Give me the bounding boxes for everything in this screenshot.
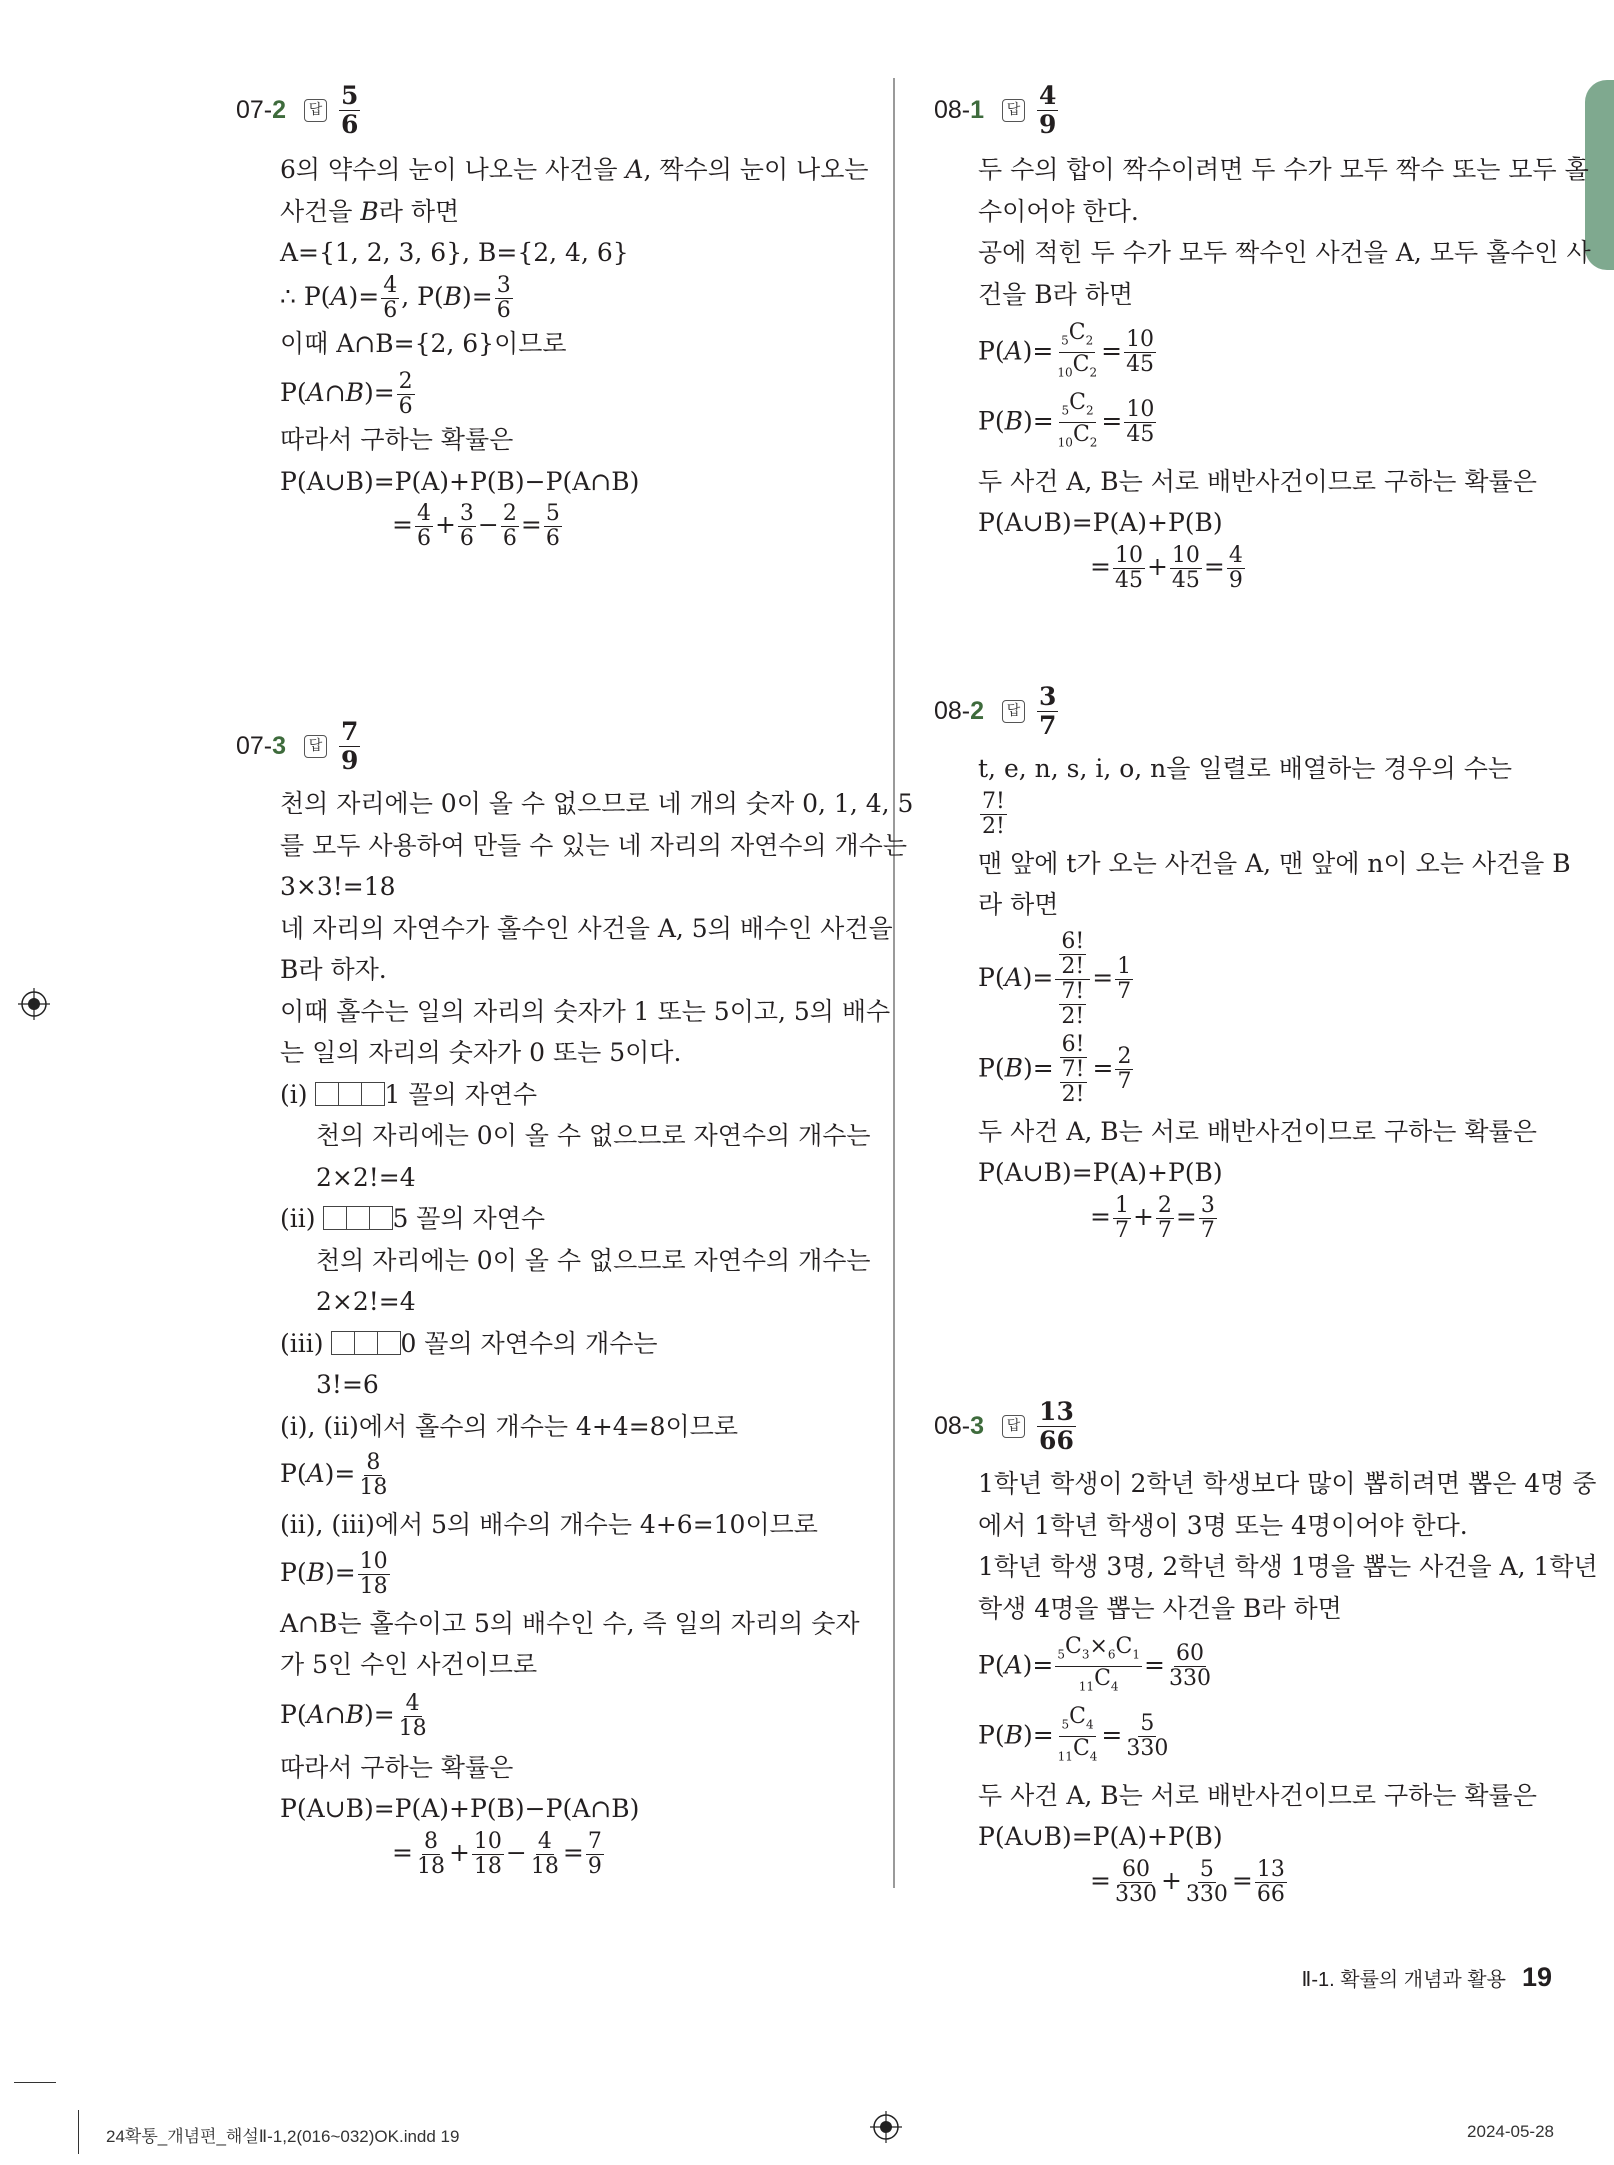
problem-07-2 [236, 82, 869, 551]
page-number: 19 [1521, 1962, 1552, 1992]
problem-id: 07-3 [236, 732, 287, 760]
problem-08-3 [934, 1398, 1598, 1907]
answer-icon: 답 [1002, 99, 1025, 122]
answer-fraction: $\frac{3}{7}$ [1039, 682, 1057, 740]
problem-08-2 [934, 683, 1571, 1243]
answer-icon: 답 [1002, 1415, 1025, 1438]
problem-header [236, 718, 913, 775]
crop-mark [78, 2110, 79, 2154]
registration-mark-icon [870, 2111, 902, 2143]
problem-header [236, 82, 869, 139]
problem-header [934, 683, 1571, 740]
slug-filename: 24확통_개념편_해설Ⅱ-1,2(016~032)OK.indd 19 [106, 2127, 460, 2146]
solution-body: t, e, n, s, i, o, n을 일렬로 배열하는 경우의 수는 $\frac{7!}{2!}$ 맨 앞에 t가 오는 사건을 A, 맨 앞에 n이 오는 사건을 B 라 하면 P(A)= $\frac{\frac{6!}{2!}}{\frac{7!}{2!}}$ = $\frac{1}{7}$ P(B)= $\frac{6!}{\frac{7!}{2!}}$ = $\frac{2}{7}$ 두 사건 A, B는 서로 배반사건이므로 구하는 확률은 P(A∪B)=P(A)+P(B) = $\frac{1}{7}$ + $\frac{2}{7}$ = $\frac{3}{7}$ [978, 754, 1571, 1243]
problem-id: 08-1 [934, 96, 985, 124]
slug-date: 2024-05-28 [1467, 2122, 1554, 2141]
crop-mark [14, 2082, 56, 2083]
answer-fraction: $\frac{4}{9}$ [1039, 81, 1057, 139]
problem-id: 08-2 [934, 697, 985, 725]
problem-07-3 [236, 718, 913, 1879]
answer-icon: 답 [1002, 700, 1025, 723]
solution-body: 6의 약수의 눈이 나오는 사건을 A, 짝수의 눈이 나오는 사건을 B라 하면 A={1, 2, 3, 6}, B={2, 4, 6} ∴ P(A)= $\frac{4}{6}$ , P(B)= $\frac{3}{6}$ 이때 A∩B={2, 6}이므로 P(A∩B)= $\frac{2}{6}$ 따라서 구하는 확률은 P(A∪B)=P(A)+P(B)−P(A∩B) = $\frac{4}{6}$ + $\frac{3}{6}$ − $\frac{2}{6}$ = $\frac{5}{6}$ [280, 155, 869, 551]
registration-mark-icon [18, 988, 50, 1020]
problem-id: 07-2 [236, 96, 287, 124]
problem-id: 08-3 [934, 1412, 985, 1440]
answer-icon: 답 [304, 99, 327, 122]
problem-08-1 [934, 82, 1591, 593]
answer-icon: 답 [304, 735, 327, 758]
answer-fraction: $\frac{13}{66}$ [1039, 1397, 1074, 1455]
chapter-label: Ⅱ-1. 확률의 개념과 활용 [1301, 1969, 1506, 1991]
solution-body: 두 수의 합이 짝수이려면 두 수가 모두 짝수 또는 모두 홀 수이어야 한다. 공에 적힌 두 수가 모두 짝수인 사건을 A, 모두 홀수인 사 건을 B라 하면 P(A)= $\frac{_5C_2}{_{10}C_2}$ = $\frac{10}{45}$ P(B)= $\frac{_5C_2}{_{10}C_2}$ = $\frac{10}{45}$ 두 사건 A, B는 서로 배반사건이므로 구하는 확률은 P(A∪B)=P(A)+P(B) = $\frac{10}{45}$ + $\frac{10}{45}$ = $\frac{4}{9}$ [978, 155, 1591, 593]
answer-fraction: $\frac{7}{9}$ [341, 717, 359, 775]
solution-body: 천의 자리에는 0이 올 수 없으므로 네 개의 숫자 0, 1, 4, 5 를 모두 사용하여 만들 수 있는 네 자리의 자연수의 개수는 3×3!=18 네 자리의 자연수가 홀수인 사건을 A, 5의 배수인 사건을 B라 하자. 이때 홀수는 일의 자리의 숫자가 1 또는 5이고, 5의 배수 는 일의 자리의 숫자가 0 또는 5이다. (ⅰ) 1 꼴의 자연수 천의 자리에는 0이 올 수 없으므로 자연수의 개수는 2×2!=4 (ⅱ) 5 꼴의 자연수 천의 자리에는 0이 올 수 없으므로 자연수의 개수는 2×2!=4 (ⅲ) 0 꼴의 자연수의 개수는 3!=6 (ⅰ), (ⅱ)에서 홀수의 개수는 4+4=8이므로 P(A)= $\frac{8}{18}$ (ⅱ), (ⅲ)에서 5의 배수의 개수는 4+6=10이므로 P(B)= $\frac{10}{18}$ A∩B는 홀수이고 5의 배수인 수, 즉 일의 자리의 숫자 가 5인 수인 사건이므로 P(A∩B)= $\frac{4}{18}$ 따라서 구하는 확률은 P(A∪B)=P(A)+P(B)−P(A∩B) = $\frac{8}{18}$ + $\frac{10}{18}$ − $\frac{4}{18}$ = $\frac{7}{9}$ [280, 789, 914, 1879]
solution-body: 1학년 학생이 2학년 학생보다 많이 뽑히려면 뽑은 4명 중 에서 1학년 학생이 3명 또는 4명이어야 한다. 1학년 학생 3명, 2학년 학생 1명을 뽑는 사건을 A, 1학년 학생 4명을 뽑는 사건을 B라 하면 P(A)= $\frac{_5C_3\times_6C_1}{_{11}C_4}$ = $\frac{60}{330}$ P(B)= $\frac{_5C_4}{_{11}C_4}$ = $\frac{5}{330}$ 두 사건 A, B는 서로 배반사건이므로 구하는 확률은 P(A∪B)=P(A)+P(B) = $\frac{60}{330}$ + $\frac{5}{330}$ = $\frac{13}{66}$ [978, 1469, 1598, 1907]
answer-fraction: $\frac{5}{6}$ [341, 81, 359, 139]
problem-header [934, 82, 1591, 139]
page-footer [1302, 1962, 1552, 1993]
problem-header [934, 1398, 1598, 1455]
